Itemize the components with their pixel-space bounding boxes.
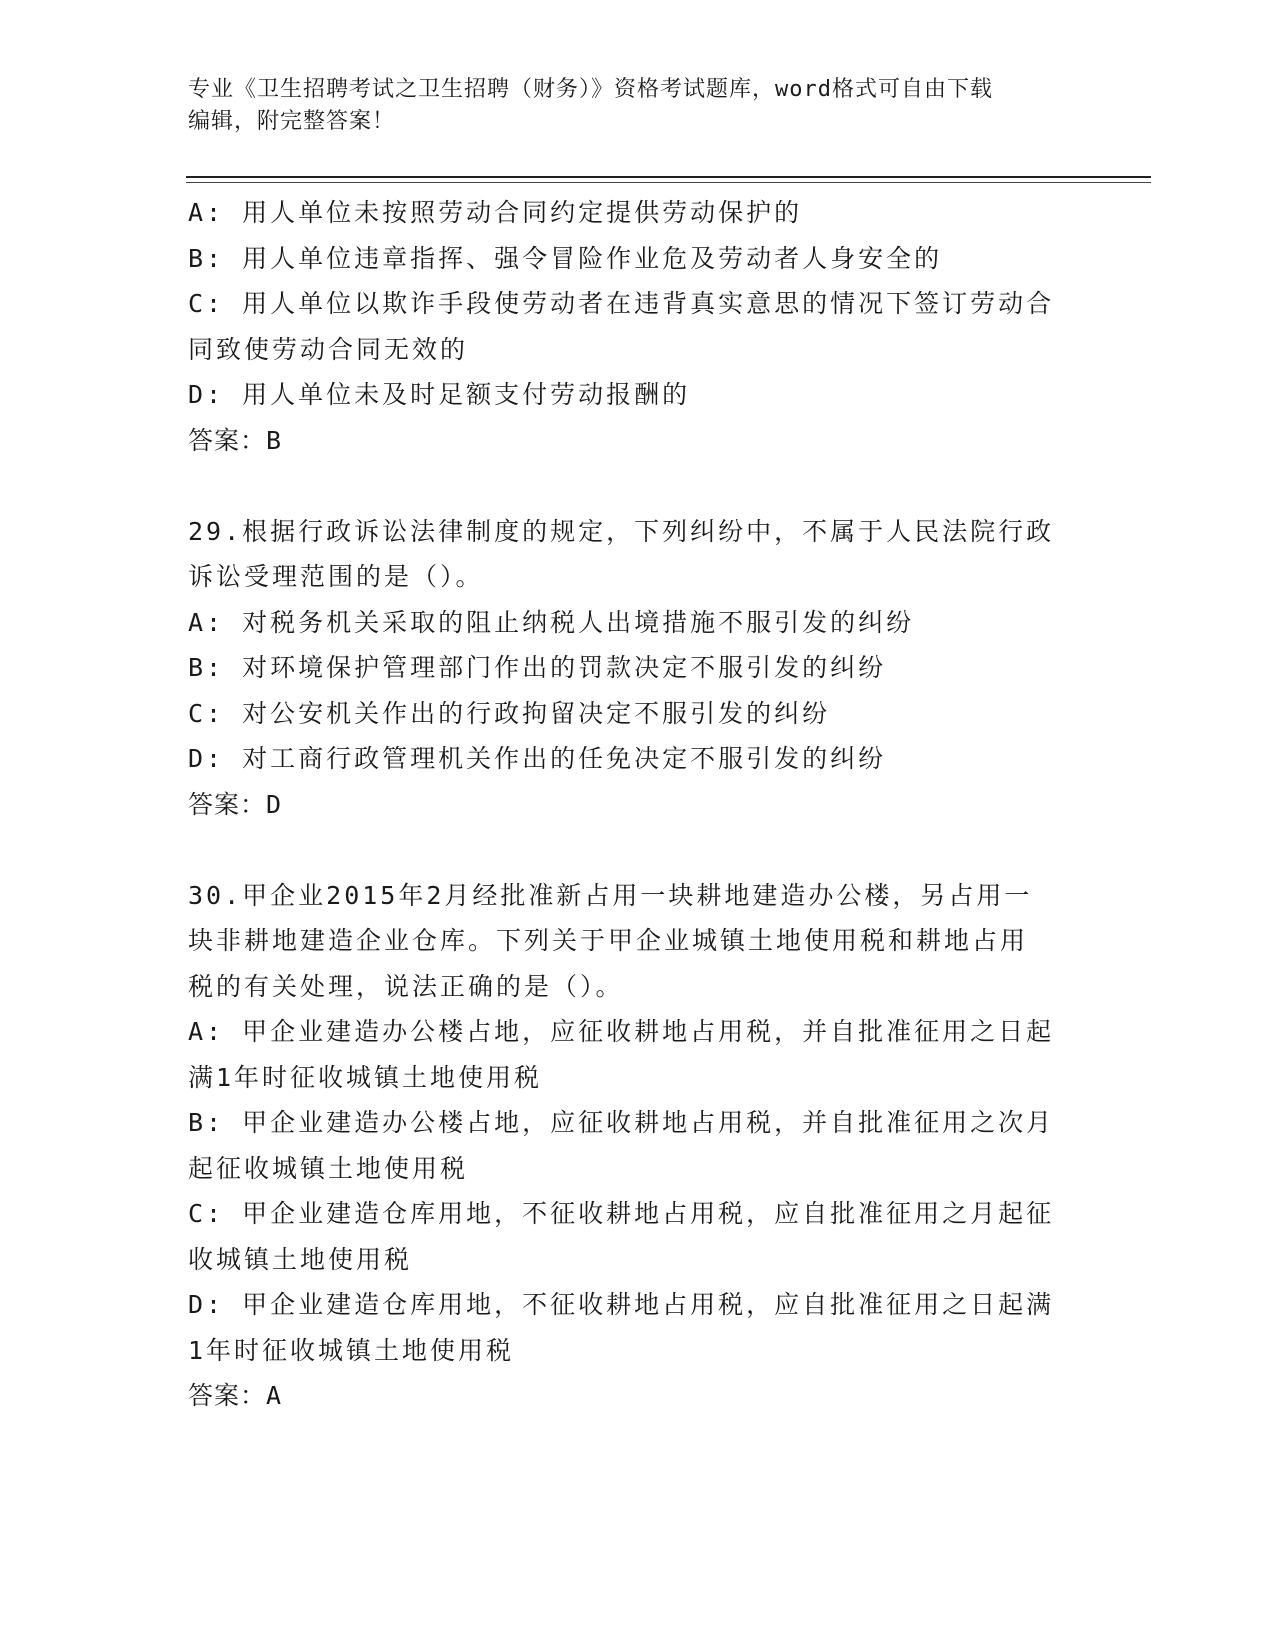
question-content bbox=[188, 190, 1078, 1419]
question-28-options bbox=[188, 190, 1078, 418]
spacer bbox=[188, 463, 1078, 509]
option-line: D: 对工商行政管理机关作出的任免决定不服引发的纠纷 bbox=[188, 744, 887, 773]
option-line: 同致使劳动合同无效的 bbox=[188, 334, 469, 364]
header-divider-thin bbox=[186, 182, 1151, 183]
option-line: B: 对环境保护管理部门作出的罚款决定不服引发的纠纷 bbox=[188, 653, 887, 682]
option-line: A: 用人单位未按照劳动合同约定提供劳动保护的 bbox=[188, 198, 803, 227]
option-line: C: 甲企业建造仓库用地，不征收耕地占用税，应自批准征用之月起征 bbox=[188, 1199, 1055, 1228]
header-line-2: 编辑，附完整答案！ bbox=[188, 109, 396, 134]
option-line: 收城镇土地使用税 bbox=[188, 1244, 413, 1274]
question-28-answer: 答案：B bbox=[188, 425, 283, 455]
header-divider-thick bbox=[186, 176, 1151, 178]
question-29 bbox=[188, 509, 1078, 828]
spacer bbox=[188, 827, 1078, 873]
option-line: C: 对公安机关作出的行政拘留决定不服引发的纠纷 bbox=[188, 698, 831, 728]
document-header bbox=[188, 74, 1068, 138]
option-line: B: 用人单位违章指挥、强令冒险作业危及劳动者人身安全的 bbox=[188, 243, 943, 273]
header-line-1: 专业《卫生招聘考试之卫生招聘（财务）》资格考试题库，word格式可自由下载 bbox=[188, 77, 993, 102]
question-30 bbox=[188, 873, 1078, 1419]
question-29-answer: 答案：D bbox=[188, 789, 283, 819]
question-30-stem-line: 30.甲企业2015年2月经批准新占用一块耕地建造办公楼，另占用一 bbox=[188, 880, 1033, 910]
question-29-stem-line: 29.根据行政诉讼法律制度的规定，下列纠纷中，不属于人民法院行政 bbox=[188, 516, 1055, 546]
question-30-stem-line: 块非耕地建造企业仓库。下列关于甲企业城镇土地使用税和耕地占用 bbox=[188, 926, 1029, 955]
option-line: B: 甲企业建造办公楼占地，应征收耕地占用税，并自批准征用之次月 bbox=[188, 1108, 1055, 1137]
option-line: 满1年时征收城镇土地使用税 bbox=[188, 1062, 543, 1092]
option-line: 1年时征收城镇土地使用税 bbox=[188, 1335, 515, 1365]
option-line: D: 用人单位未及时足额支付劳动报酬的 bbox=[188, 380, 691, 409]
question-30-stem-line: 税的有关处理，说法正确的是（）。 bbox=[188, 971, 624, 1001]
option-line: D: 甲企业建造仓库用地，不征收耕地占用税，应自批准征用之日起满 bbox=[188, 1290, 1055, 1319]
option-line: A: 甲企业建造办公楼占地，应征收耕地占用税，并自批准征用之日起 bbox=[188, 1017, 1055, 1046]
question-30-answer: 答案：A bbox=[188, 1381, 283, 1410]
option-line: C: 用人单位以欺诈手段使劳动者在违背真实意思的情况下签订劳动合 bbox=[188, 289, 1055, 318]
option-line: 起征收城镇土地使用税 bbox=[188, 1153, 469, 1183]
question-29-stem-line: 诉讼受理范围的是（）。 bbox=[188, 562, 484, 591]
option-line: A: 对税务机关采取的阻止纳税人出境措施不服引发的纠纷 bbox=[188, 607, 915, 637]
